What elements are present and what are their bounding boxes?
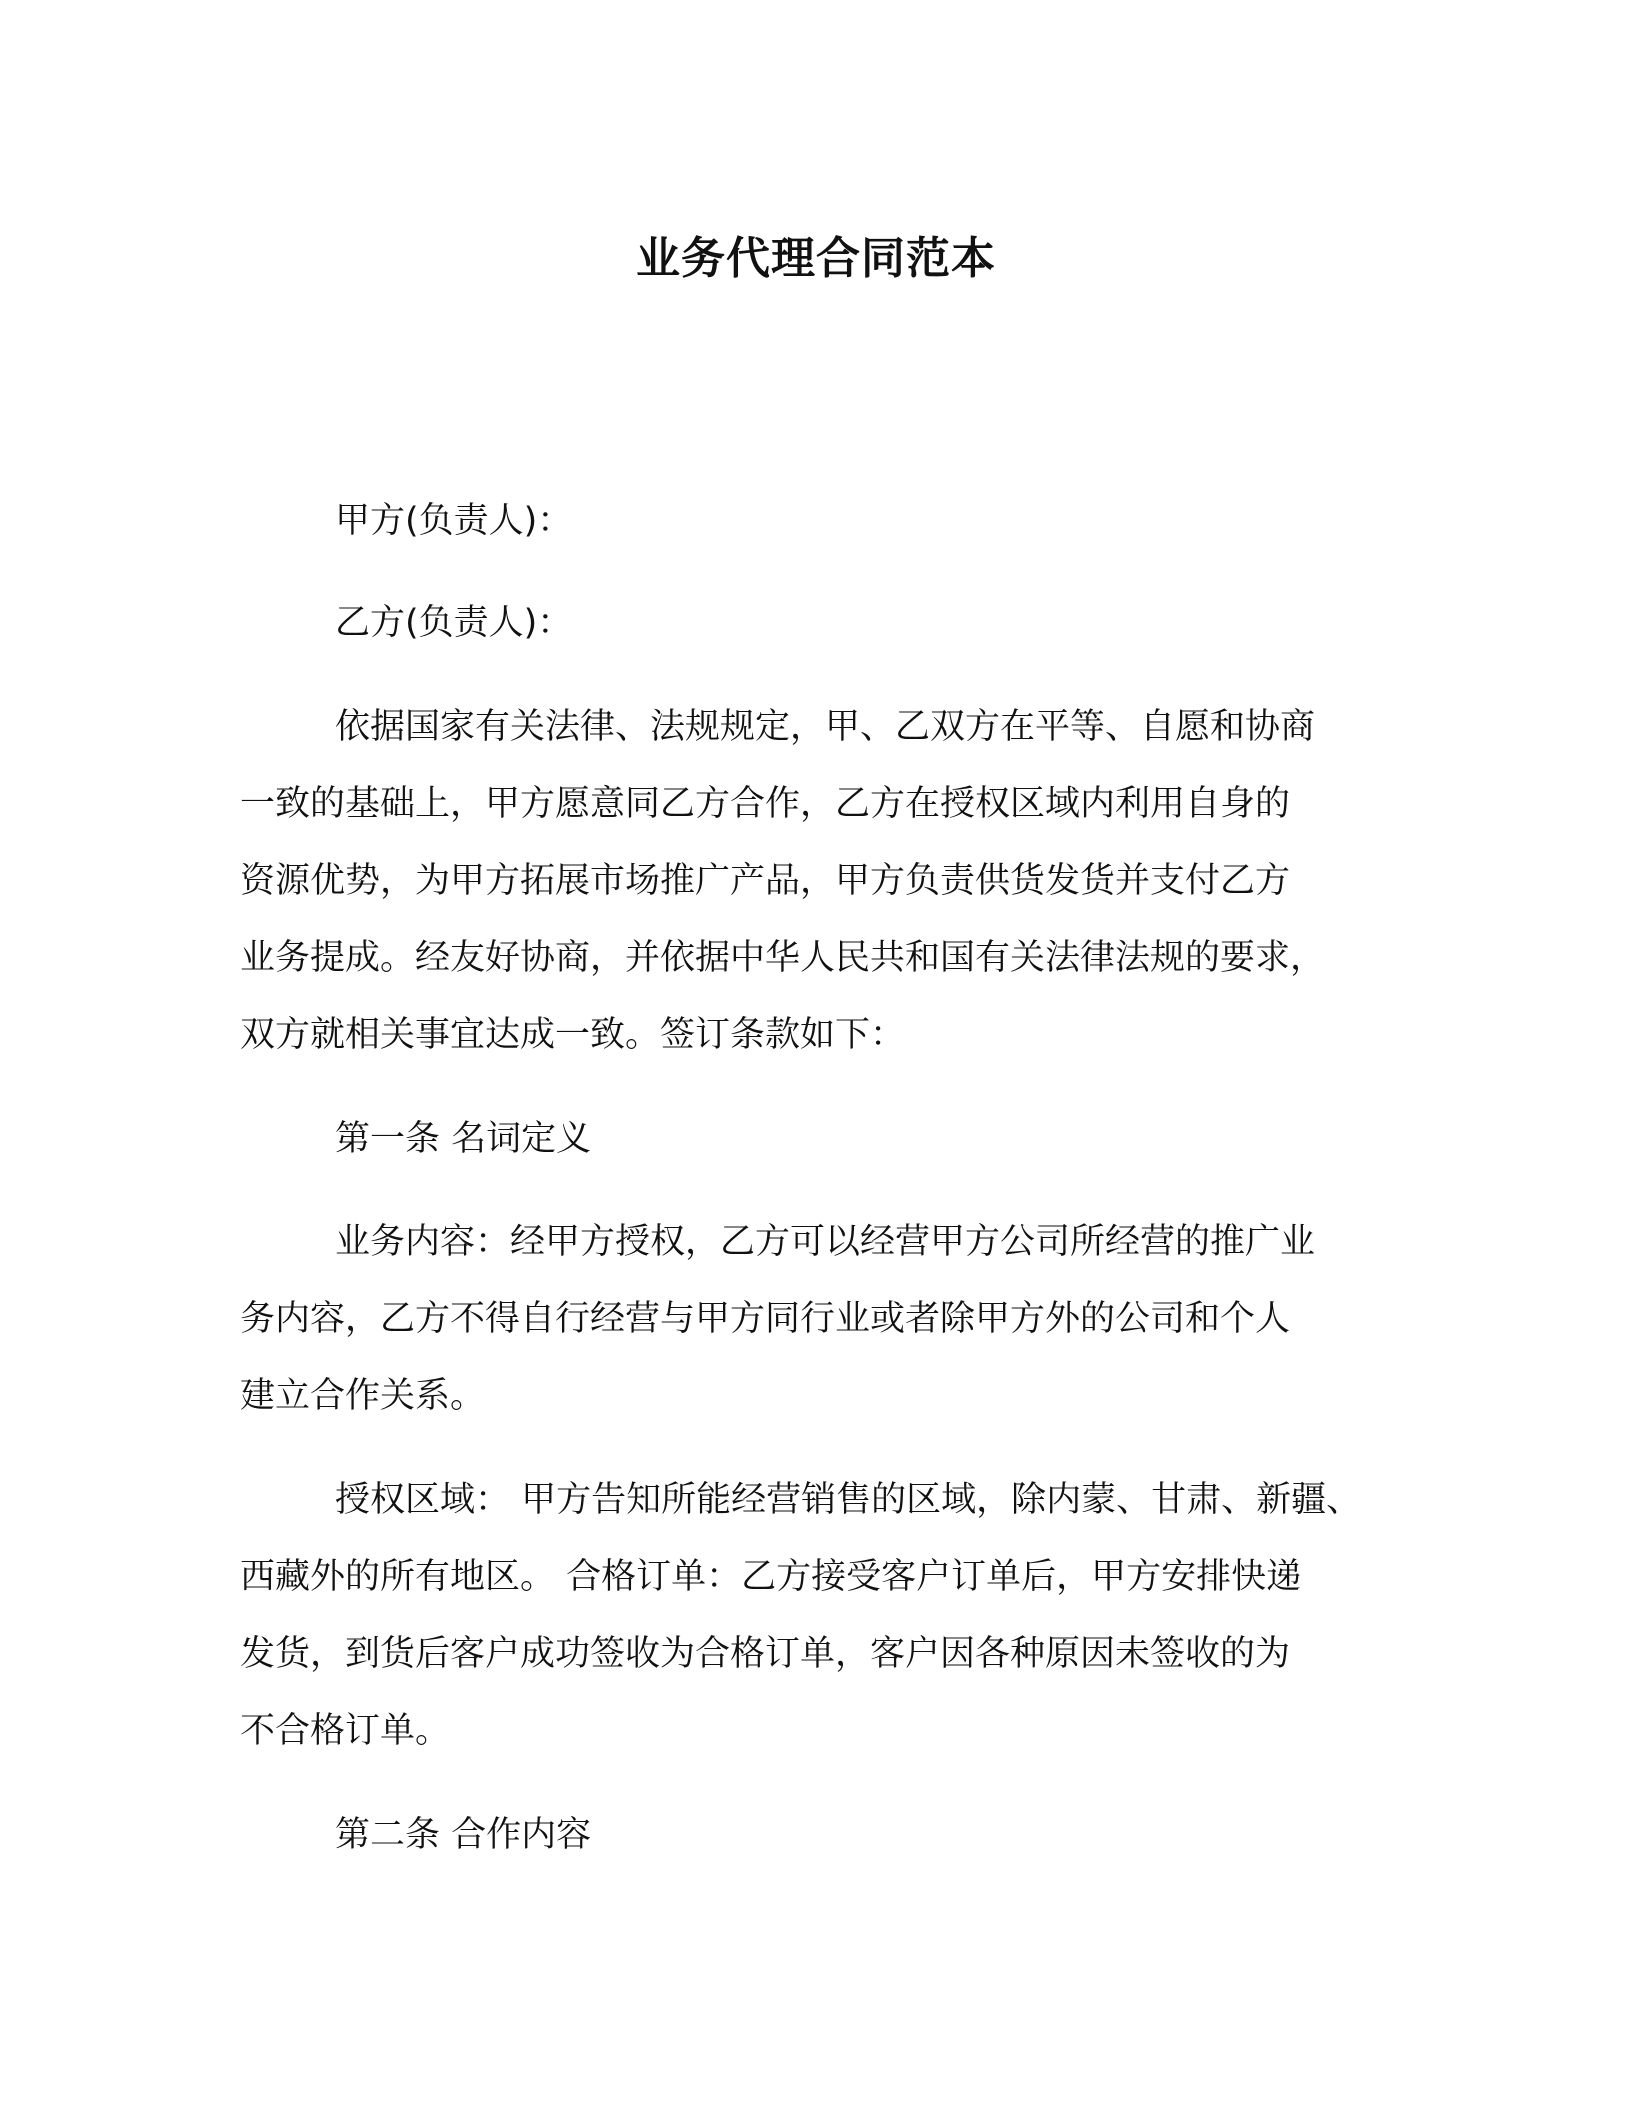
article-1-heading: 第一条 名词定义 [335, 1119, 592, 1159]
authorized-region-line: 西藏外的所有地区。 合格订单：乙方接受客户订单后，甲方安排快递 [240, 1557, 1302, 1597]
party-a-label: 甲方(负责人)： [335, 501, 573, 541]
business-content-line: 务内容，乙方不得自行经营与甲方同行业或者除甲方外的公司和个人 [240, 1299, 1291, 1339]
preamble-line: 业务提成。经友好协商，并依据中华人民共和国有关法律法规的要求， [240, 938, 1326, 978]
preamble-line: 双方就相关事宜达成一致。签订条款如下： [240, 1015, 906, 1055]
preamble-line: 依据国家有关法律、法规规定，甲、乙双方在平等、自愿和协商 [335, 707, 1316, 747]
authorized-region-line: 不合格订单。 [240, 1711, 451, 1751]
authorized-region-line: 发货，到货后客户成功签收为合格订单，客户因各种原因未签收的为 [240, 1634, 1291, 1674]
preamble-line: 一致的基础上，甲方愿意同乙方合作，乙方在授权区域内利用自身的 [240, 784, 1291, 824]
authorized-region-line: 授权区域： 甲方告知所能经营销售的区域，除内蒙、甘肃、新疆、 [335, 1480, 1362, 1520]
article-2-heading: 第二条 合作内容 [335, 1815, 592, 1855]
business-content-line: 建立合作关系。 [240, 1376, 486, 1416]
party-b-label: 乙方(负责人)： [335, 603, 573, 643]
business-content-line: 业务内容：经甲方授权，乙方可以经营甲方公司所经营的推广业 [335, 1222, 1316, 1262]
preamble-line: 资源优势，为甲方拓展市场推广产品，甲方负责供货发货并支付乙方 [240, 861, 1291, 901]
document-title: 业务代理合同范本 [636, 233, 996, 284]
